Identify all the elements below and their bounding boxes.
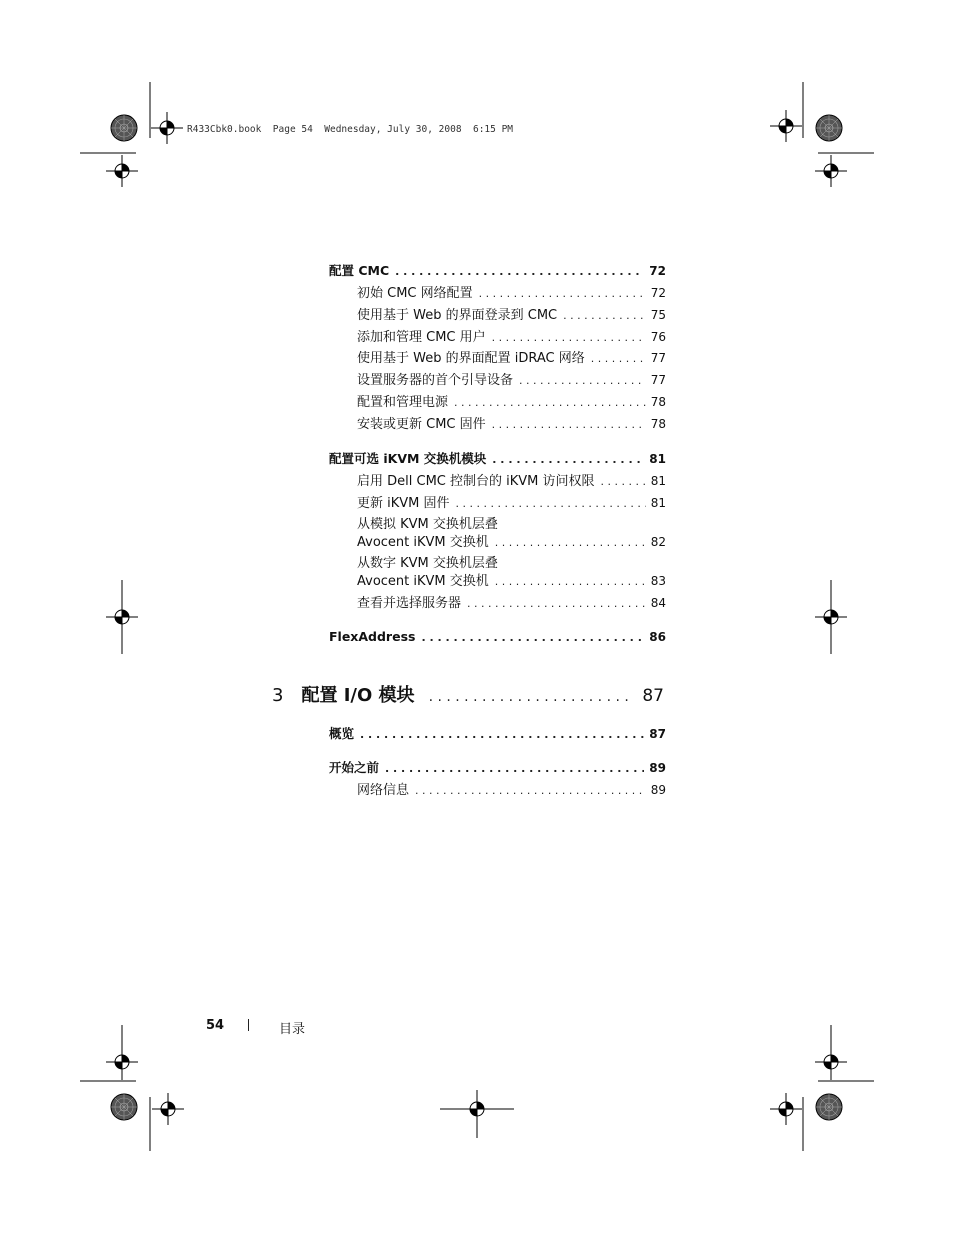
toc-entry-title: 配置和管理电源 bbox=[357, 395, 449, 410]
footer-page-number: 54 bbox=[206, 1018, 225, 1033]
dot-leader bbox=[395, 264, 644, 280]
toc-chapter-3[interactable] bbox=[272, 685, 664, 708]
toc-entry-flexaddress[interactable] bbox=[329, 629, 666, 646]
toc-entry[interactable] bbox=[357, 595, 666, 612]
print-header: R433Cbk0.book Page 54 Wednesday, July 30, 2008 6:15 PM bbox=[187, 124, 514, 135]
toc-entry[interactable] bbox=[357, 285, 666, 302]
toc-entry-overview[interactable] bbox=[329, 726, 666, 743]
toc-entry-page: 86 bbox=[649, 630, 666, 644]
toc-entry-title: 概览 bbox=[329, 726, 355, 741]
toc-entry-title: 配置 CMC bbox=[329, 263, 390, 278]
toc-entry[interactable] bbox=[357, 495, 666, 512]
toc-entry-page: 81 bbox=[650, 496, 666, 510]
chapter-page: 87 bbox=[642, 686, 664, 706]
toc-entry-page: 78 bbox=[650, 395, 666, 409]
toc-entry-page: 83 bbox=[650, 574, 666, 588]
toc-entry-page: 78 bbox=[650, 417, 666, 431]
dot-leader bbox=[385, 761, 644, 777]
toc-entry-title: 设置服务器的首个引导设备 bbox=[357, 373, 514, 388]
dot-leader bbox=[495, 574, 646, 590]
toc-entry-title: 使用基于 Web 的界面配置 iDRAC 网络 bbox=[357, 351, 585, 366]
toc-entry[interactable] bbox=[357, 416, 666, 433]
footer-divider bbox=[248, 1019, 249, 1031]
toc-entry-title: 添加和管理 CMC 用户 bbox=[357, 330, 486, 345]
footer-label: 目录 bbox=[279, 1022, 306, 1037]
toc-entry-title: 配置可选 iKVM 交换机模块 bbox=[329, 451, 487, 466]
toc-entry-page: 76 bbox=[650, 330, 666, 344]
toc-entry-page: 87 bbox=[649, 727, 666, 741]
toc-entry-page: 77 bbox=[650, 351, 666, 365]
dot-leader bbox=[360, 727, 644, 743]
dot-leader bbox=[492, 417, 646, 433]
toc-entry-title: 使用基于 Web 的界面登录到 CMC bbox=[357, 308, 558, 323]
toc-entry-title: Avocent iKVM 交换机 bbox=[357, 574, 489, 589]
dot-leader bbox=[563, 308, 646, 324]
toc-entry-page: 72 bbox=[649, 264, 666, 278]
toc-entry-title: 初始 CMC 网络配置 bbox=[357, 286, 473, 301]
toc-entry[interactable] bbox=[357, 350, 666, 367]
toc-entry-title: FlexAddress bbox=[329, 629, 416, 644]
toc-entry-first-line: 从模拟 KVM 交换机层叠 bbox=[357, 517, 498, 532]
dot-leader bbox=[519, 373, 646, 389]
toc-entry-title: 安装或更新 CMC 固件 bbox=[357, 417, 486, 432]
toc-entry[interactable] bbox=[357, 329, 666, 346]
chapter-number: 3 bbox=[272, 685, 284, 706]
dot-leader bbox=[456, 496, 646, 512]
toc-entry-ikvm-module[interactable] bbox=[329, 451, 666, 468]
toc-entry-page: 81 bbox=[649, 452, 666, 466]
toc-entry[interactable] bbox=[357, 573, 666, 590]
toc-entry-page: 81 bbox=[650, 474, 666, 488]
toc-entry-page: 75 bbox=[650, 308, 666, 322]
toc-entry-configure-cmc[interactable] bbox=[329, 263, 666, 280]
dot-leader bbox=[479, 286, 646, 302]
dot-leader bbox=[415, 783, 646, 799]
toc-entry[interactable] bbox=[357, 372, 666, 389]
dot-leader bbox=[601, 474, 646, 490]
toc-entry-page: 72 bbox=[650, 286, 666, 300]
toc-entry-page: 84 bbox=[650, 596, 666, 610]
toc-entry-page: 89 bbox=[649, 761, 666, 775]
toc-entry-page: 77 bbox=[650, 373, 666, 387]
dot-leader bbox=[467, 596, 646, 612]
toc-entry-page: 82 bbox=[650, 535, 666, 549]
dot-leader bbox=[492, 330, 646, 346]
toc-entry[interactable] bbox=[357, 307, 666, 324]
toc-entry[interactable] bbox=[357, 473, 666, 490]
toc-entry-page: 89 bbox=[650, 783, 666, 797]
toc-entry[interactable] bbox=[357, 394, 666, 411]
toc-entry[interactable] bbox=[357, 782, 666, 799]
toc-entry-title: 网络信息 bbox=[357, 783, 410, 798]
chapter-title: 配置 I/O 模块 bbox=[301, 685, 415, 706]
toc-entry[interactable] bbox=[357, 534, 666, 551]
dot-leader bbox=[421, 630, 644, 646]
toc-entry-title: 查看并选择服务器 bbox=[357, 596, 462, 611]
dot-leader bbox=[591, 351, 646, 367]
dot-leader bbox=[495, 535, 646, 551]
dot-leader bbox=[429, 686, 633, 708]
toc-entry-title: Avocent iKVM 交换机 bbox=[357, 535, 489, 550]
toc-entry-before-you-begin[interactable] bbox=[329, 760, 666, 777]
toc-entry-title: 启用 Dell CMC 控制台的 iKVM 访问权限 bbox=[357, 474, 595, 489]
toc-entry-title: 更新 iKVM 固件 bbox=[357, 496, 450, 511]
dot-leader bbox=[454, 395, 646, 411]
toc-entry-first-line: 从数字 KVM 交换机层叠 bbox=[357, 556, 498, 571]
dot-leader bbox=[492, 452, 644, 468]
toc-entry-title: 开始之前 bbox=[329, 760, 380, 775]
